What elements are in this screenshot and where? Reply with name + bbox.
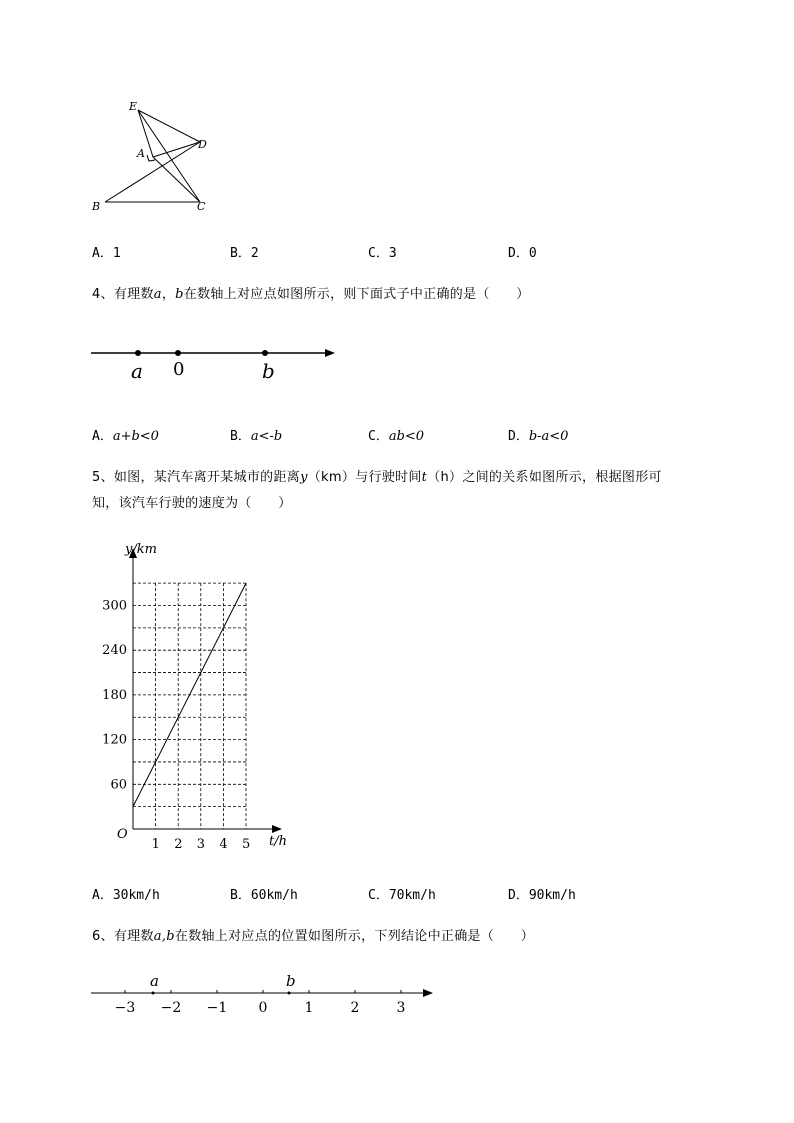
point-zero [175,350,181,356]
label-e: E [129,100,138,113]
y-tick-label: 300 [102,598,127,614]
tick-label: 1 [304,1000,314,1016]
y-axis-label: y/km [125,542,157,557]
label-d: D [198,138,207,151]
q6-number-line [88,965,438,1020]
triangle-figure [85,95,220,220]
point-a [152,992,155,995]
y-tick-label: 120 [102,732,127,748]
q4-option-c[interactable]: C．ab<0 [368,429,425,444]
label-b: B [92,200,101,213]
label-a: A [137,147,145,160]
label-c: C [197,200,206,213]
tick-label: −1 [206,1000,228,1016]
q4-stem: 4、有理数a，b在数轴上对应点如图所示，则下面式子中正确的是（ ） [92,287,530,302]
q6-stem: 6、有理数a,b在数轴上对应点的位置如图所示，下列结论中正确是（ ） [92,929,534,944]
y-tick-label: 180 [102,687,127,703]
origin-label: O [117,827,128,842]
q5-stem-line1: 5、如图，某汽车离开某城市的距离y（km）与行驶时间t（h）之间的关系如图所示，根据图形可 [92,470,662,485]
q5-option-d[interactable]: D．90km/h [508,888,576,903]
label-zero: 0 [173,359,185,380]
point-b [262,350,268,356]
label-b: b [286,972,296,990]
q4-option-b[interactable]: B．a<-b [230,429,283,444]
label-b: b [262,359,275,383]
label-a: a [150,972,159,990]
x-axis-label: t/h [269,834,287,849]
x-tick-label: 5 [242,837,251,852]
x-tick-label: 3 [196,837,206,852]
q5-option-a[interactable]: A．30km/h [92,888,160,903]
tick-label: 3 [396,1000,406,1016]
tick-label: 2 [350,1000,360,1016]
y-tick-label: 60 [110,777,127,793]
q4-option-a[interactable]: A．a+b<0 [92,429,159,444]
distance-time-chart [95,535,295,855]
q4-option-d[interactable]: D．b-a<0 [508,429,569,444]
point-a [135,350,141,356]
x-tick-label: 4 [219,837,228,852]
q3-option-c[interactable]: C．3 [368,246,397,261]
q3-option-d[interactable]: D．0 [508,246,537,261]
x-tick-label: 1 [151,837,160,852]
q5-option-b[interactable]: B．60km/h [230,888,298,903]
y-tick-label: 240 [102,643,127,659]
tick-label: −3 [114,1000,136,1016]
point-b [288,992,291,995]
label-a: a [131,359,143,383]
x-tick-label: 2 [174,837,183,852]
tick-label: 0 [258,1000,268,1016]
q3-option-a[interactable]: A．1 [92,246,121,261]
q4-number-line [88,338,343,388]
q5-option-c[interactable]: C．70km/h [368,888,436,903]
tick-label: −2 [160,1000,182,1016]
q5-stem-line2: 知，该汽车行驶的速度为（ ） [92,496,292,511]
q3-option-b[interactable]: B．2 [230,246,259,261]
